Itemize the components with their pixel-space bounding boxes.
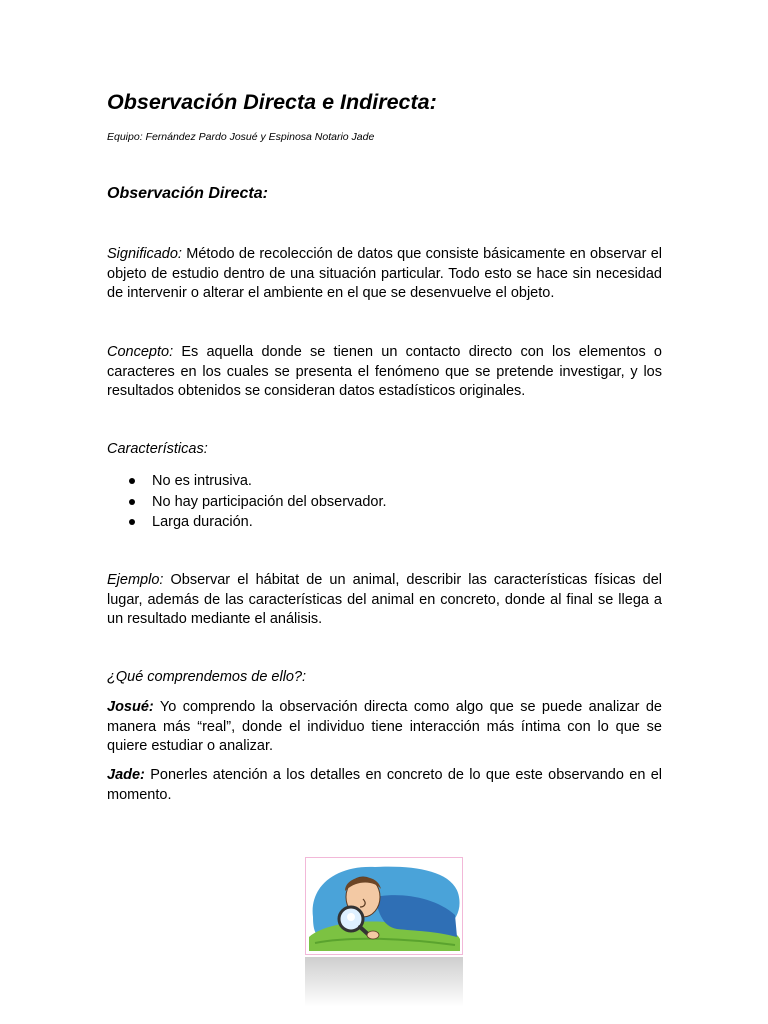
document-title: Observación Directa e Indirecta: [107,90,437,114]
list-item [107,492,387,513]
list-item [107,512,387,533]
josue-paragraph [107,698,662,757]
concepto-label: Concepto: [107,344,174,360]
bullet-icon [129,499,135,505]
ejemplo-text: Observar el hábitat de un animal, describir las características físicas del lugar, además de las características del animal en concreto, donde al final se llega a un resultado mediante el análisis. [107,572,662,627]
team-line: Equipo: Fernández Pardo Josué y Espinosa Notario Jade [107,131,375,143]
bullet-icon [129,519,135,525]
list-item-text: No es intrusiva. [152,473,252,489]
magnifying-glass-observer-image [305,857,464,1007]
list-item-text: No hay participación del observador. [152,493,387,510]
caracteristicas-list [107,471,387,533]
significado-text: Método de recolección de datos que consiste básicamente en observar el objeto de estudio dentro de una situación particular. Todo esto se hace sin necesidad de intervenir o alterar el ambiente en el que se desenvuelve el objeto. [107,246,662,301]
josue-text: Yo comprendo la observación directa como algo que se puede analizar de manera más “real”, donde el individuo tiene interacción más íntima con lo que se quiere estudiar o analizar. [107,699,662,754]
section-title: Observación Directa: [107,185,268,202]
caracteristicas-label: Características: [107,441,208,457]
significado-label: Significado: [107,246,182,262]
concepto-paragraph [107,343,662,402]
jade-label: Jade: [107,767,145,783]
list-item-text: Larga duración. [152,514,253,530]
significado-paragraph [107,245,662,304]
jade-text: Ponerles atención a los detalles en concreto de lo que este observando en el momento. [107,767,662,803]
josue-label: Josué: [107,699,154,715]
bullet-icon [129,478,135,484]
observer-illustration [305,857,464,1007]
jade-paragraph [107,766,662,805]
question-label: ¿Qué comprendemos de ello?: [107,669,307,685]
list-item [107,471,387,492]
ejemplo-paragraph [107,571,662,630]
concepto-text: Es aquella donde se tienen un contacto directo con los elementos o caracteres en los cuales se presenta el fenómeno que se pretende investigar, y los resultados obtenidos se consideran datos estadísticos originales. [107,344,662,399]
ejemplo-label: Ejemplo: [107,572,164,588]
